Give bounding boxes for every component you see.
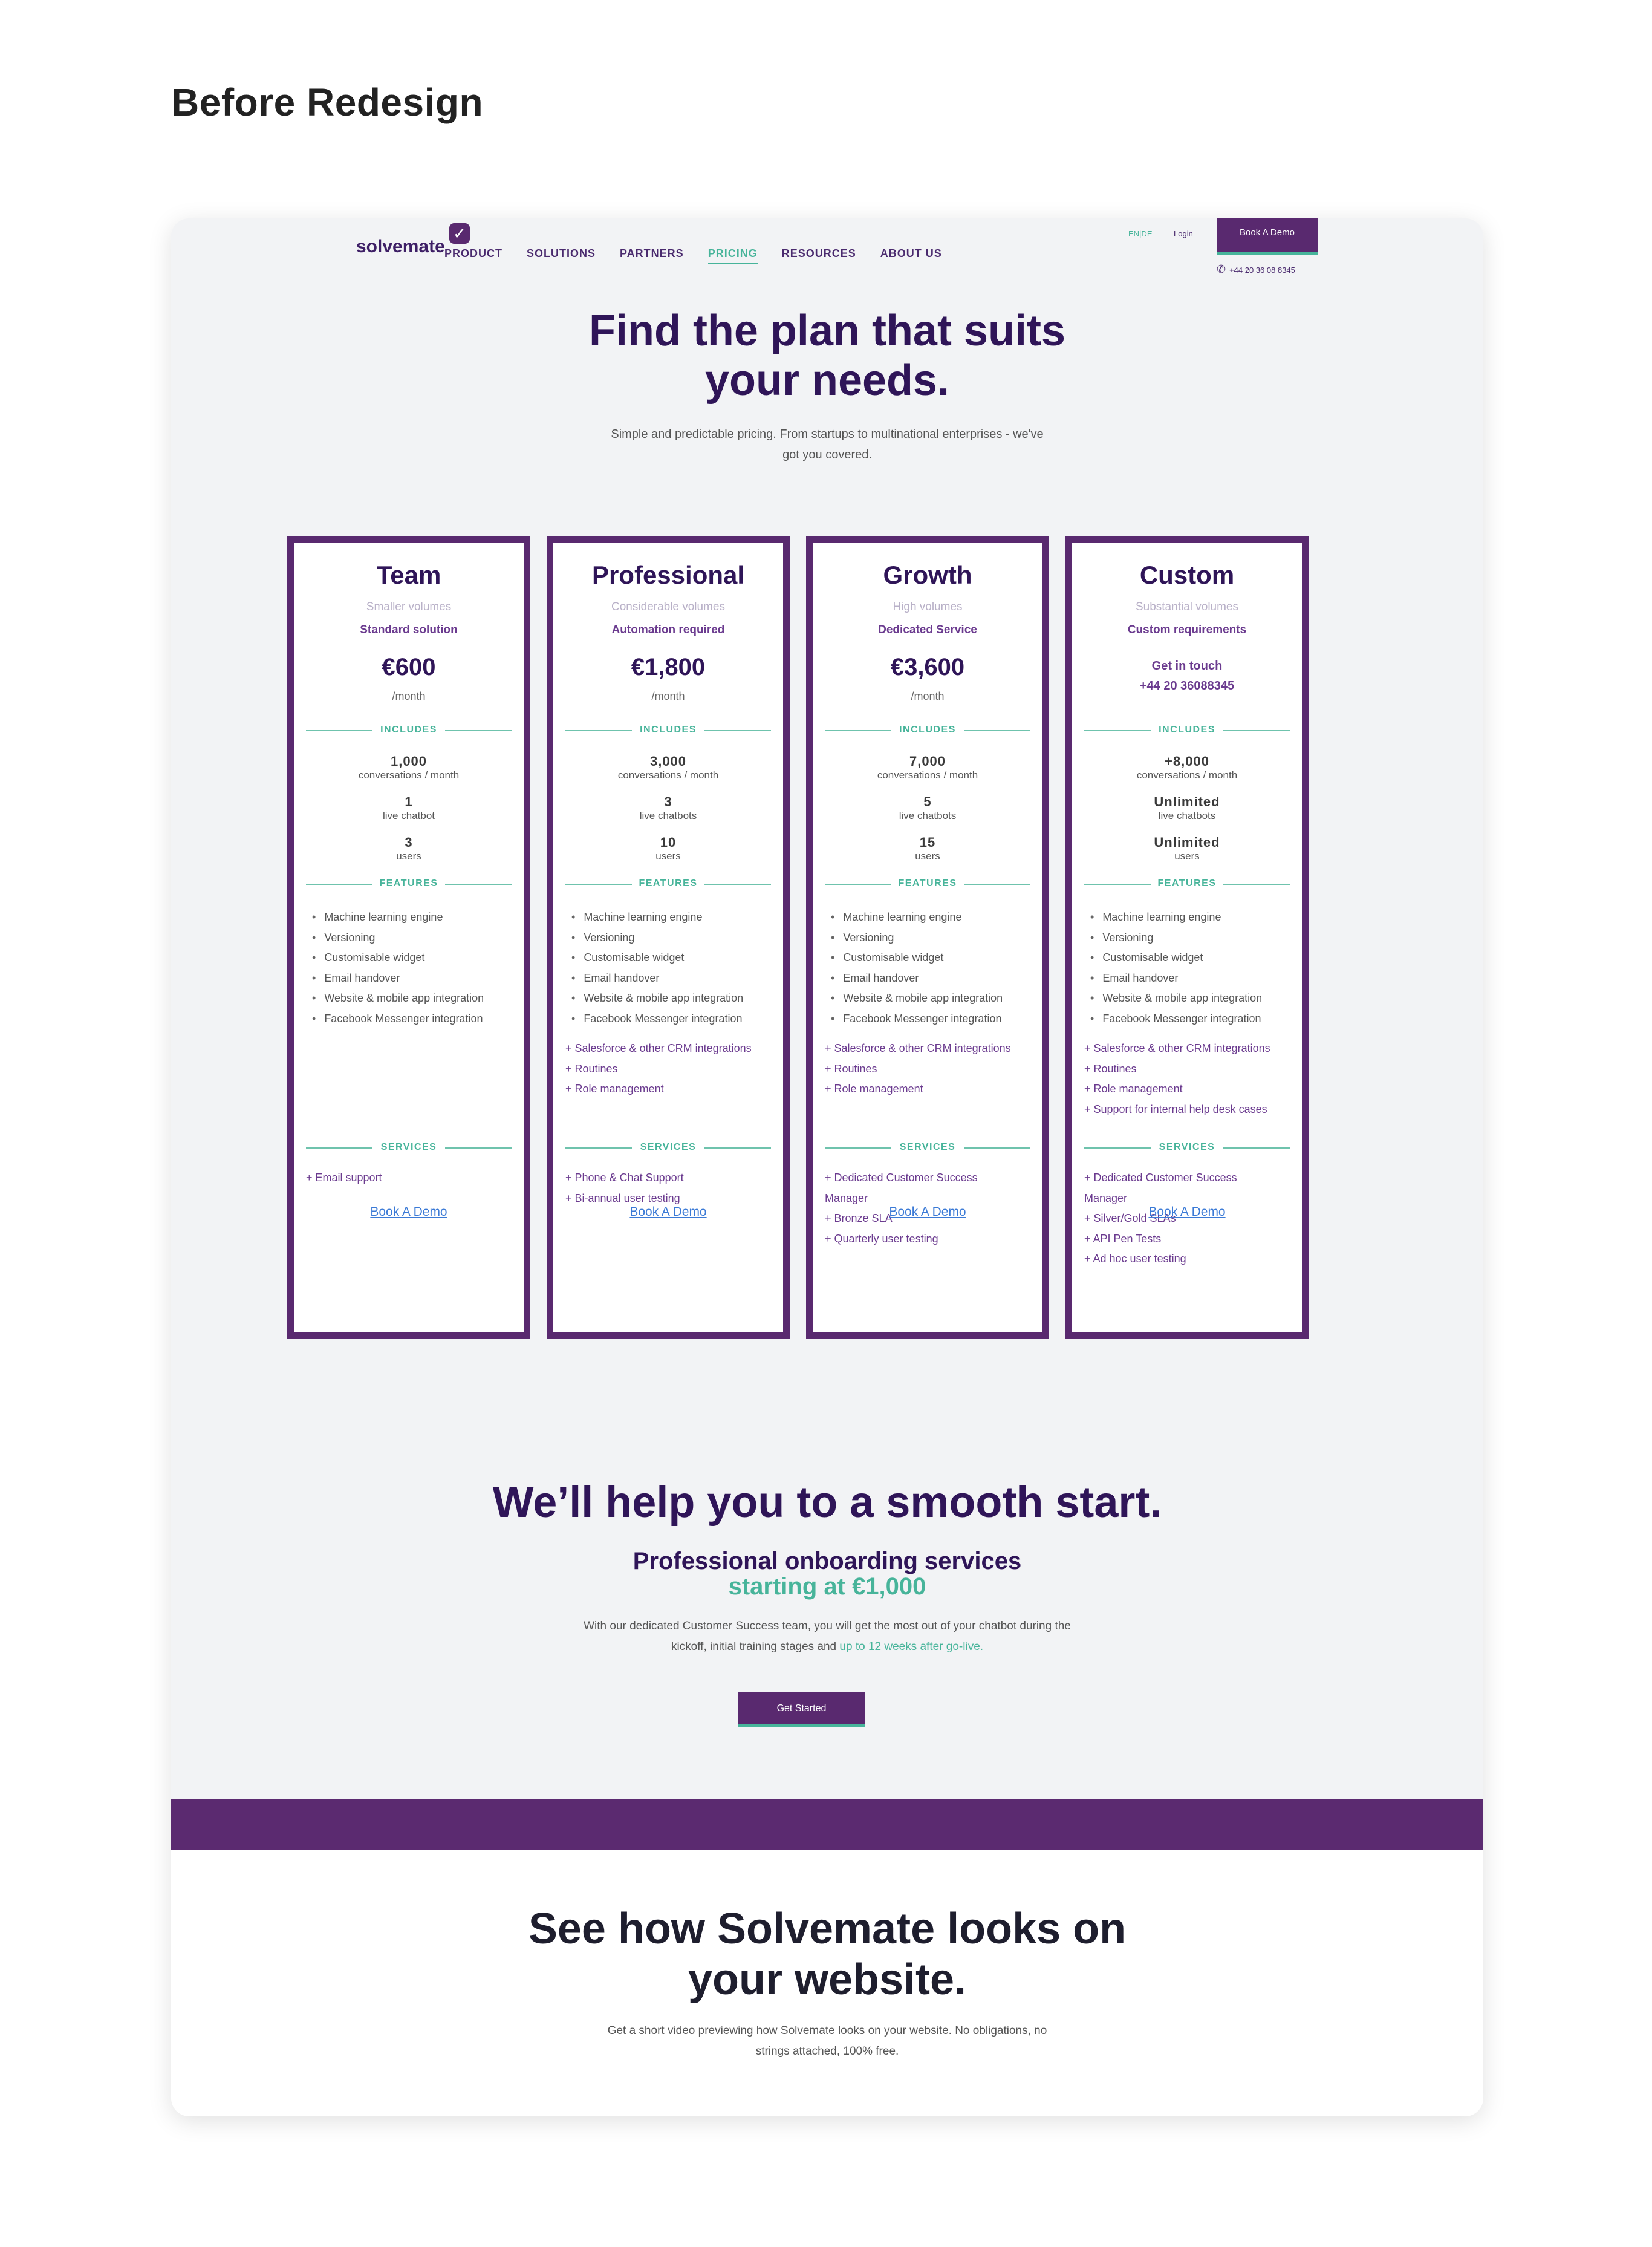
- features-divider: [825, 878, 1030, 890]
- service-item: + Bronze SLA: [825, 1212, 893, 1224]
- feature-item: • Facebook Messenger integration: [312, 1009, 484, 1029]
- onboarding-description: [546, 1616, 1108, 1657]
- features-label: FEATURES: [1151, 878, 1223, 890]
- features-label: FEATURES: [632, 878, 704, 890]
- include-label: live chatbot: [383, 810, 435, 821]
- preview-subtitle-line2: strings attached, 100% free.: [755, 2045, 899, 2058]
- include-value: 1,000: [390, 754, 428, 769]
- extra-feature-item: + Routines: [825, 1062, 877, 1075]
- include-label: live chatbots: [1158, 810, 1216, 821]
- feature-item: • Email handover: [1090, 968, 1262, 989]
- extra-feature-item: + Role management: [565, 1083, 664, 1095]
- nav-solutions[interactable]: SOLUTIONS: [527, 247, 596, 259]
- feature-item: • Website & mobile app integration: [571, 988, 743, 1009]
- pricing-card-custom: [1065, 536, 1309, 1339]
- hero-subtitle: [570, 424, 1084, 465]
- service-item: + Phone & Chat Support: [565, 1172, 684, 1184]
- service-item: + Email support: [306, 1172, 382, 1184]
- plan-tag: Standard solution: [360, 624, 458, 636]
- nav-resources[interactable]: RESOURCES: [781, 247, 856, 259]
- extra-feature-list: [1084, 1039, 1270, 1120]
- get-started-button[interactable]: Get Started: [738, 1692, 865, 1727]
- feature-item: • Email handover: [831, 968, 1003, 989]
- includes-divider: [825, 724, 1030, 736]
- include-item: [553, 754, 783, 781]
- nav-pricing[interactable]: PRICING: [708, 247, 758, 264]
- feature-item: • Customisable widget: [571, 948, 743, 968]
- plan-price: €1,800: [631, 654, 706, 680]
- feature-item: • Versioning: [831, 928, 1003, 948]
- nav-product[interactable]: PRODUCT: [444, 247, 502, 259]
- services-divider: [565, 1141, 771, 1153]
- service-item: Manager: [1084, 1192, 1128, 1204]
- feature-item: • Customisable widget: [312, 948, 484, 968]
- services-divider: [825, 1141, 1030, 1153]
- website-screenshot-frame: [171, 218, 1483, 2116]
- service-item: + API Pen Tests: [1084, 1232, 1162, 1245]
- include-value: Unlimited: [1154, 794, 1220, 809]
- plan-volume: High volumes: [893, 601, 963, 613]
- extra-feature-item: + Salesforce & other CRM integrations: [1084, 1042, 1270, 1054]
- include-item: [553, 835, 783, 863]
- feature-list: [312, 907, 484, 1029]
- plan-tag: Automation required: [611, 624, 725, 636]
- plan-name: Growth: [883, 561, 972, 589]
- onboarding-body-line2: [546, 1637, 1108, 1657]
- feature-item: • Machine learning engine: [571, 907, 743, 928]
- plan-tag: Dedicated Service: [878, 624, 977, 636]
- feature-list: [571, 907, 743, 1029]
- book-demo-link[interactable]: Book A Demo: [370, 1205, 447, 1219]
- service-item: + Silver/Gold SLAs: [1084, 1212, 1176, 1224]
- plan-name: Custom: [1139, 561, 1235, 589]
- include-value: +8,000: [1165, 754, 1209, 769]
- extra-feature-item: + Salesforce & other CRM integrations: [825, 1042, 1011, 1054]
- features-label: FEATURES: [891, 878, 964, 890]
- book-demo-link[interactable]: Book A Demo: [629, 1205, 707, 1219]
- feature-item: • Email handover: [312, 968, 484, 989]
- feature-item: • Machine learning engine: [312, 907, 484, 928]
- service-item: + Bi-annual user testing: [565, 1192, 680, 1204]
- include-item: [294, 835, 524, 863]
- include-value: 15: [919, 835, 936, 850]
- hero-title: [171, 306, 1483, 405]
- preview-title-line2: your website.: [688, 1955, 967, 2004]
- plan-name: Team: [376, 561, 441, 589]
- extra-feature-item: + Role management: [825, 1083, 923, 1095]
- include-value: 3,000: [649, 754, 687, 769]
- service-item: Manager: [825, 1192, 868, 1204]
- services-label: SERVICES: [891, 1141, 964, 1153]
- include-item: [553, 794, 783, 822]
- check-logo-icon: ✓: [449, 223, 470, 244]
- plan-volume: Smaller volumes: [366, 601, 452, 613]
- include-value: Unlimited: [1154, 835, 1220, 850]
- features-divider: [1084, 878, 1290, 890]
- include-item: [1072, 794, 1302, 822]
- include-label: conversations / month: [358, 769, 460, 781]
- service-item: + Ad hoc user testing: [1084, 1253, 1186, 1265]
- contact-text[interactable]: Get in touch: [1151, 659, 1223, 673]
- plan-name: Professional: [591, 561, 745, 589]
- page-caption: Before Redesign: [171, 80, 484, 124]
- include-item: [294, 754, 524, 781]
- login-link[interactable]: Login: [1174, 229, 1193, 238]
- include-item: [1072, 754, 1302, 781]
- service-item: + Dedicated Customer Success: [1084, 1172, 1237, 1184]
- include-label: users: [655, 850, 681, 862]
- onboarding-price: starting at €1,000: [728, 1573, 926, 1600]
- feature-item: • Customisable widget: [831, 948, 1003, 968]
- onboarding-body-highlight: up to 12 weeks after go-live.: [839, 1640, 984, 1653]
- purple-band: [171, 1799, 1483, 1850]
- include-label: conversations / month: [877, 769, 978, 781]
- includes-divider: [565, 724, 771, 736]
- feature-item: • Versioning: [312, 928, 484, 948]
- onboarding-body-line1: With our dedicated Customer Success team, you will get the most out of your chatbot during the: [584, 1620, 1071, 1632]
- include-item: [813, 794, 1042, 822]
- services-divider: [1084, 1141, 1290, 1153]
- plan-period: /month: [911, 690, 945, 702]
- include-label: users: [915, 850, 940, 862]
- include-item: [813, 835, 1042, 863]
- hero-title-line1: Find the plan that suits: [589, 307, 1065, 355]
- service-list: [306, 1168, 512, 1189]
- plan-volume: Substantial volumes: [1135, 601, 1239, 613]
- main-nav: [444, 247, 942, 264]
- include-item: [294, 794, 524, 822]
- extra-feature-item: + Salesforce & other CRM integrations: [565, 1042, 752, 1054]
- book-demo-button[interactable]: Book A Demo: [1217, 218, 1318, 255]
- phone-icon: ✆: [1217, 263, 1226, 275]
- extra-feature-list: [825, 1039, 1011, 1100]
- include-value: 1: [405, 794, 413, 809]
- plan-price: €600: [382, 654, 436, 680]
- contact-phone[interactable]: +44 20 36088345: [1139, 679, 1235, 693]
- includes-label: INCLUDES: [1151, 724, 1223, 736]
- extra-feature-item: + Role management: [1084, 1083, 1183, 1095]
- services-label: SERVICES: [372, 1141, 445, 1153]
- include-label: live chatbots: [639, 810, 697, 821]
- phone-number: +44 20 36 08 8345: [1229, 266, 1295, 275]
- includes-label: INCLUDES: [372, 724, 445, 736]
- include-label: live chatbots: [899, 810, 957, 821]
- include-value: 3: [405, 835, 413, 850]
- include-label: users: [1174, 850, 1200, 862]
- pricing-card-team: [287, 536, 530, 1339]
- feature-item: • Versioning: [571, 928, 743, 948]
- services-divider: [306, 1141, 512, 1153]
- onboarding-subtitle: Professional onboarding services: [633, 1548, 1022, 1574]
- nav-about-us[interactable]: ABOUT US: [880, 247, 942, 259]
- hero-title-line2: your needs.: [704, 356, 950, 405]
- feature-item: • Machine learning engine: [1090, 907, 1262, 928]
- extra-feature-list: [565, 1039, 752, 1100]
- plan-price: €3,600: [890, 654, 965, 680]
- includes-label: INCLUDES: [891, 724, 964, 736]
- plan-tag: Custom requirements: [1127, 624, 1247, 636]
- feature-list: [1090, 907, 1262, 1029]
- feature-item: • Machine learning engine: [831, 907, 1003, 928]
- preview-title-line1: See how Solvemate looks on: [528, 1905, 1127, 1953]
- features-label: FEATURES: [372, 878, 445, 890]
- include-label: users: [396, 850, 421, 862]
- preview-subtitle: [558, 2021, 1096, 2062]
- include-value: 3: [664, 794, 672, 809]
- hero-subtitle-line2: got you covered.: [782, 448, 872, 461]
- nav-partners[interactable]: PARTNERS: [620, 247, 684, 259]
- onboarding-body-text: kickoff, initial training stages and: [671, 1640, 840, 1653]
- preview-title: [171, 1903, 1483, 2005]
- smooth-start-title: We’ll help you to a smooth start.: [492, 1478, 1162, 1527]
- book-demo-link[interactable]: Book A Demo: [1148, 1205, 1226, 1219]
- include-label: conversations / month: [617, 769, 719, 781]
- feature-item: • Website & mobile app integration: [831, 988, 1003, 1009]
- solvemate-logo[interactable]: solvemate: [356, 236, 445, 256]
- feature-item: • Versioning: [1090, 928, 1262, 948]
- services-label: SERVICES: [1151, 1141, 1223, 1153]
- feature-item: • Website & mobile app integration: [312, 988, 484, 1009]
- include-item: [813, 754, 1042, 781]
- plan-contact: [1072, 656, 1302, 696]
- feature-item: • Website & mobile app integration: [1090, 988, 1262, 1009]
- include-value: 7,000: [909, 754, 946, 769]
- plan-period: /month: [392, 690, 426, 702]
- service-item: + Quarterly user testing: [825, 1232, 938, 1245]
- include-item: [1072, 835, 1302, 863]
- language-switch[interactable]: EN|DE: [1128, 229, 1153, 238]
- book-demo-link[interactable]: Book A Demo: [889, 1205, 966, 1219]
- plan-period: /month: [651, 690, 685, 702]
- includes-label: INCLUDES: [632, 724, 704, 736]
- preview-subtitle-line1: Get a short video previewing how Solvemate looks on your website. No obligations, no: [607, 2024, 1047, 2037]
- phone-contact[interactable]: [1217, 263, 1295, 276]
- pricing-card-growth: [806, 536, 1049, 1339]
- include-label: conversations / month: [1136, 769, 1238, 781]
- service-item: + Dedicated Customer Success: [825, 1172, 978, 1184]
- feature-item: • Facebook Messenger integration: [571, 1009, 743, 1029]
- pricing-card-professional: [547, 536, 790, 1339]
- extra-feature-item: + Routines: [565, 1062, 618, 1075]
- service-list: [565, 1168, 771, 1208]
- services-label: SERVICES: [632, 1141, 704, 1153]
- extra-feature-item: + Support for internal help desk cases: [1084, 1103, 1267, 1115]
- features-divider: [306, 878, 512, 890]
- feature-item: • Email handover: [571, 968, 743, 989]
- extra-feature-item: + Routines: [1084, 1062, 1137, 1075]
- includes-divider: [306, 724, 512, 736]
- hero-subtitle-line1: Simple and predictable pricing. From startups to multinational enterprises - we've: [611, 428, 1044, 441]
- include-value: 5: [923, 794, 932, 809]
- include-value: 10: [660, 835, 677, 850]
- includes-divider: [1084, 724, 1290, 736]
- features-divider: [565, 878, 771, 890]
- feature-item: • Customisable widget: [1090, 948, 1262, 968]
- feature-list: [831, 907, 1003, 1029]
- feature-item: • Facebook Messenger integration: [831, 1009, 1003, 1029]
- plan-volume: Considerable volumes: [611, 601, 725, 613]
- feature-item: • Facebook Messenger integration: [1090, 1009, 1262, 1029]
